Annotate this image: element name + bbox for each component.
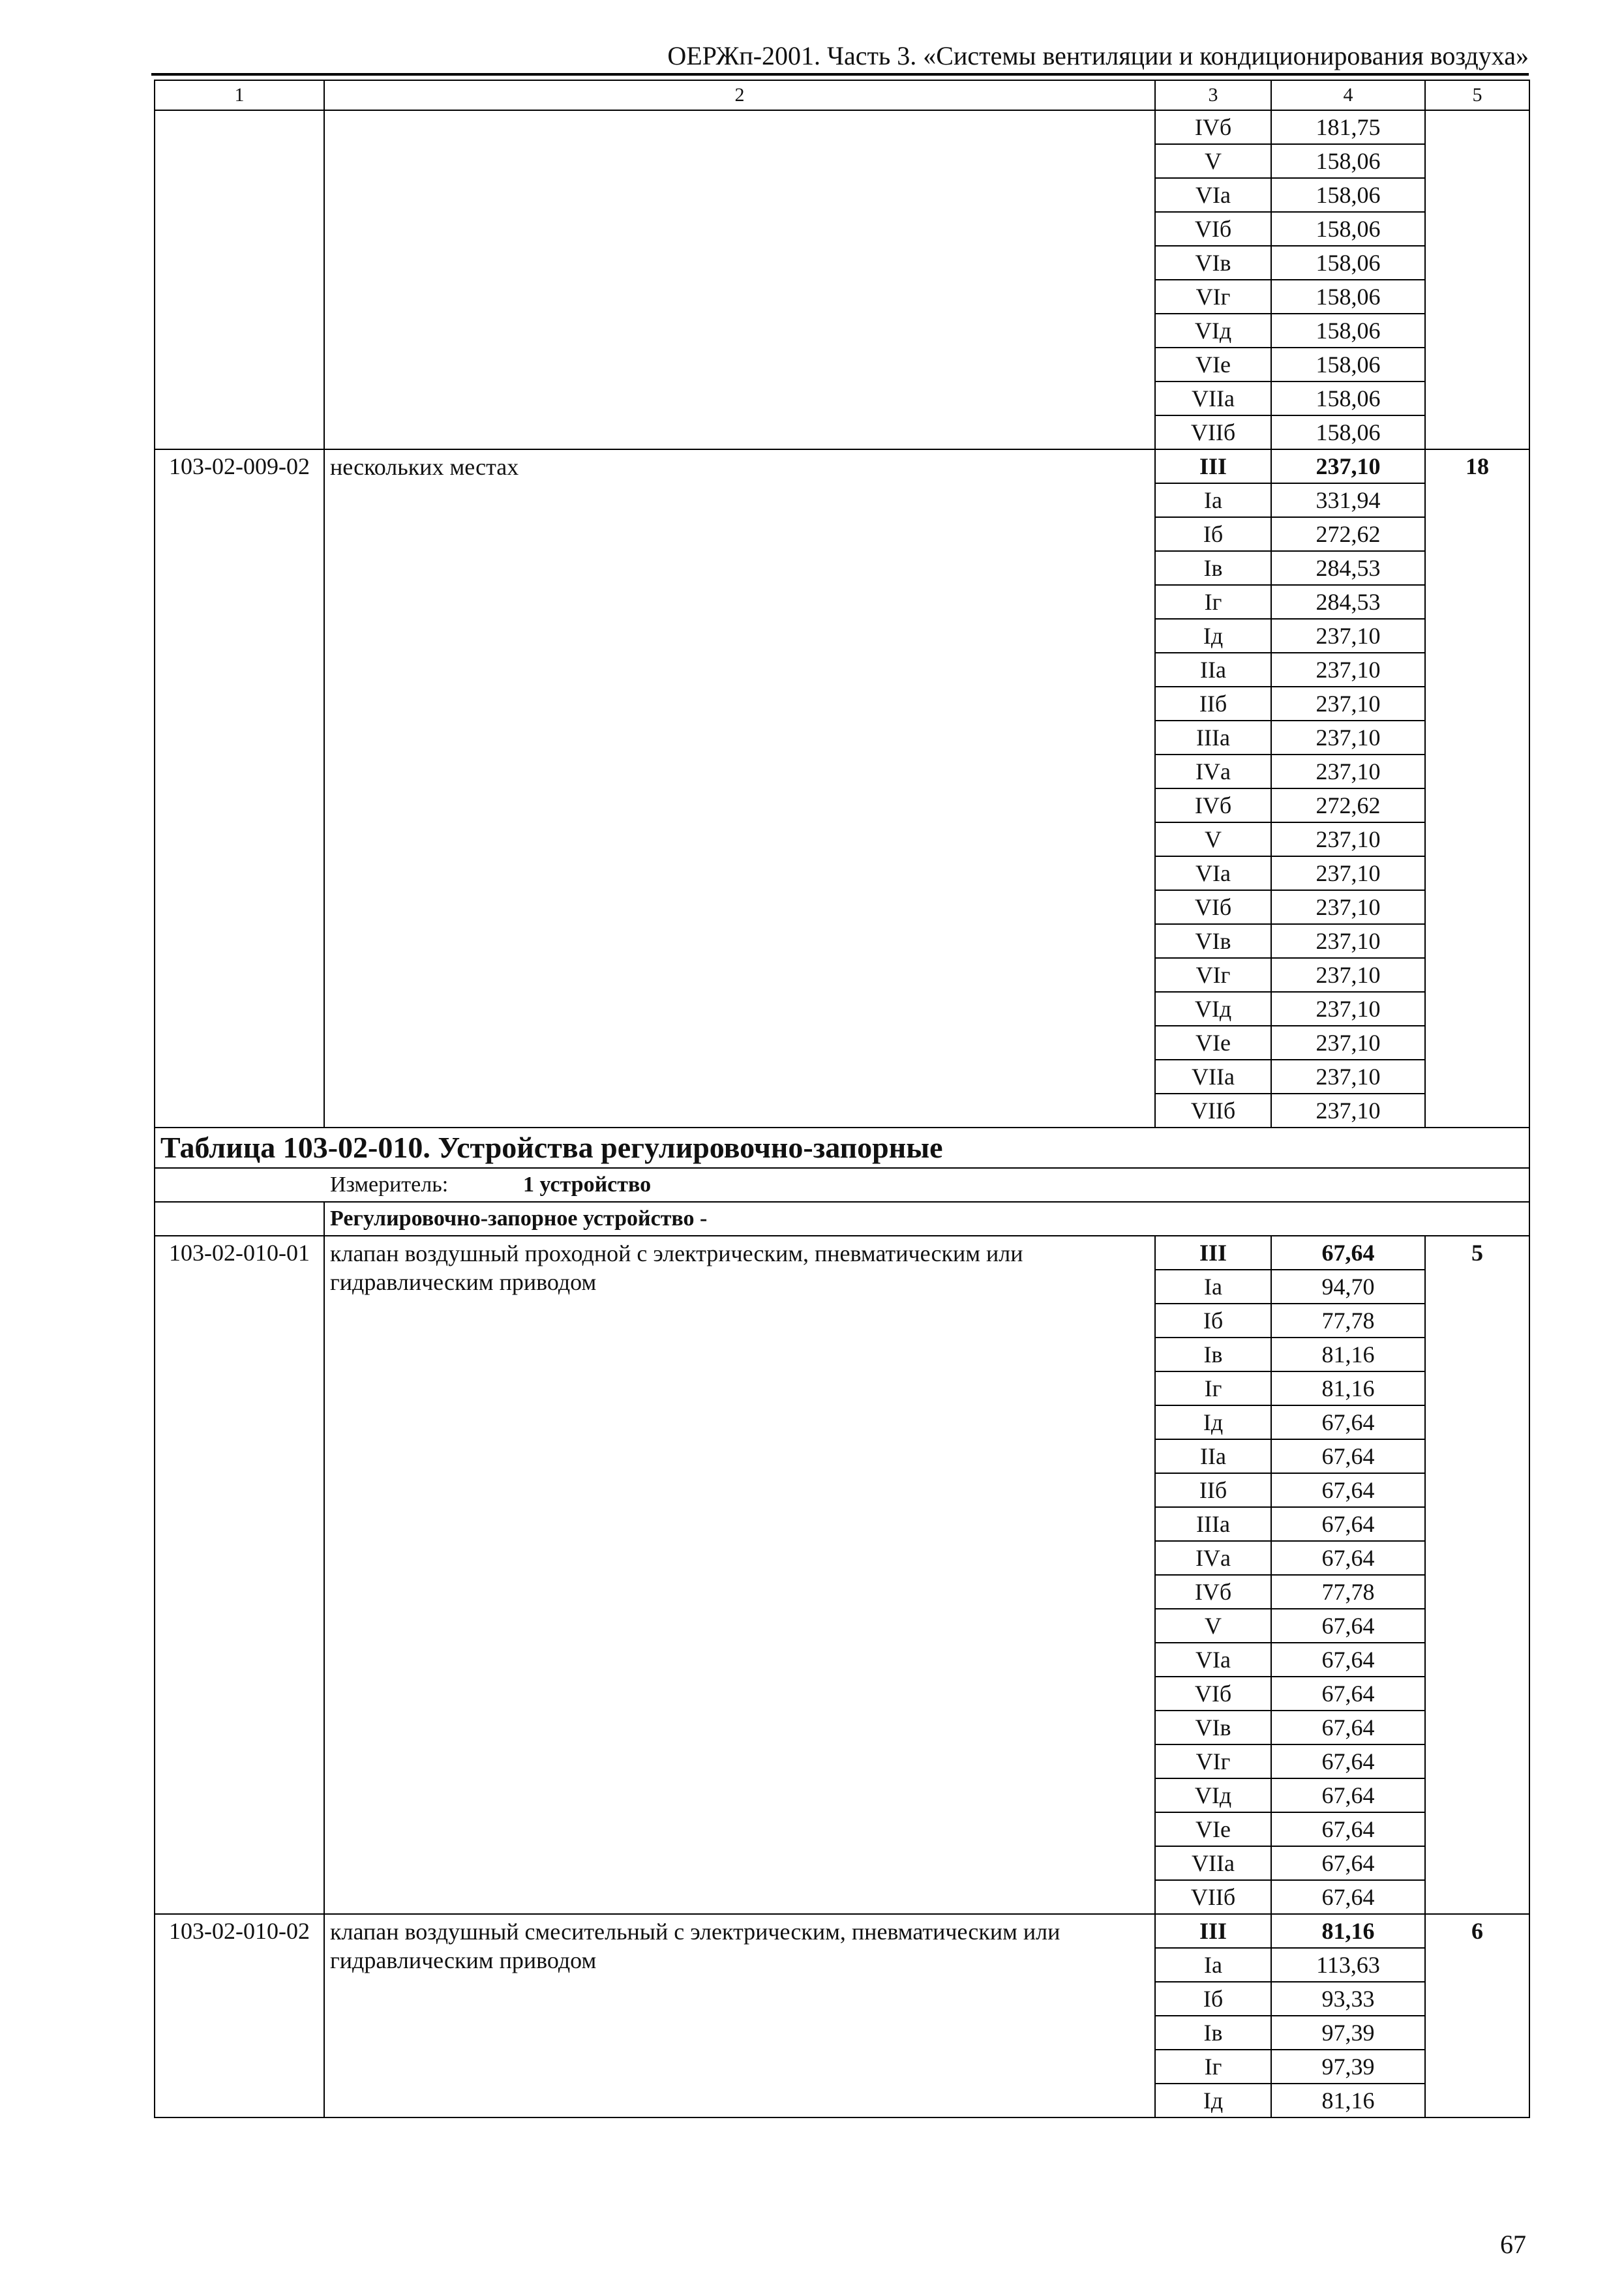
value-cell: 237,10 xyxy=(1271,619,1425,653)
rate-code: 103-02-010-01 xyxy=(155,1236,324,1914)
value-cell: 67,64 xyxy=(1271,1846,1425,1880)
zone-cell: IIа xyxy=(1155,1439,1271,1473)
zone-cell: Iа xyxy=(1155,1948,1271,1982)
zone-cell: VIIб xyxy=(1155,415,1271,449)
zone-cell: IVб xyxy=(1155,1575,1271,1609)
zone-cell: V xyxy=(1155,1609,1271,1643)
zone-cell: VIа xyxy=(1155,1643,1271,1677)
table-title-row xyxy=(155,1128,1529,1168)
value-cell: 97,39 xyxy=(1271,2050,1425,2084)
table-title: Таблица 103-02-010. Устройства регулировочно-запорные xyxy=(155,1128,1529,1168)
value-cell: 67,64 xyxy=(1271,1236,1425,1270)
value-cell: 237,10 xyxy=(1271,992,1425,1026)
value-cell: 67,64 xyxy=(1271,1643,1425,1677)
zone-cell: VIд xyxy=(1155,1778,1271,1812)
zone-cell: V xyxy=(1155,822,1271,856)
rate-row xyxy=(155,1914,1529,1948)
value-cell: 67,64 xyxy=(1271,1677,1425,1711)
zone-cell: VIIа xyxy=(1155,1846,1271,1880)
zone-cell: III xyxy=(1155,1914,1271,1948)
zone-cell: VIIа xyxy=(1155,382,1271,415)
value-cell: 181,75 xyxy=(1271,110,1425,144)
zone-cell: VIг xyxy=(1155,280,1271,314)
page-number: 67 xyxy=(1500,2230,1526,2259)
subheader-row xyxy=(155,1202,1529,1236)
zone-cell: VIд xyxy=(1155,992,1271,1026)
zone-cell: Iв xyxy=(1155,1338,1271,1371)
rate-code xyxy=(155,110,324,449)
value-cell: 67,64 xyxy=(1271,1778,1425,1812)
value-cell: 81,16 xyxy=(1271,1914,1425,1948)
value-cell: 237,10 xyxy=(1271,1094,1425,1128)
zone-cell: Iг xyxy=(1155,585,1271,619)
zone-cell: Iб xyxy=(1155,1982,1271,2016)
value-cell: 113,63 xyxy=(1271,1948,1425,1982)
zone-cell: VIб xyxy=(1155,1677,1271,1711)
zone-cell: Iд xyxy=(1155,1405,1271,1439)
zone-cell: VIв xyxy=(1155,1711,1271,1744)
rate-code: 103-02-010-02 xyxy=(155,1914,324,2117)
value-cell: 158,06 xyxy=(1271,178,1425,212)
zone-cell: VIе xyxy=(1155,1812,1271,1846)
value-cell: 237,10 xyxy=(1271,653,1425,687)
zone-cell: VIг xyxy=(1155,1744,1271,1778)
zone-cell: IIа xyxy=(1155,653,1271,687)
rate-row xyxy=(155,110,1529,144)
rates-table xyxy=(154,80,1530,2118)
value-cell: 93,33 xyxy=(1271,1982,1425,2016)
zone-cell: IIб xyxy=(1155,1473,1271,1507)
zone-cell: VIд xyxy=(1155,314,1271,348)
value-cell: 77,78 xyxy=(1271,1575,1425,1609)
value-cell: 67,64 xyxy=(1271,1711,1425,1744)
column-number: 1 xyxy=(155,80,324,110)
zone-cell: VIе xyxy=(1155,1026,1271,1060)
value-cell: 237,10 xyxy=(1271,890,1425,924)
subheader: Регулировочно-запорное устройство - xyxy=(324,1202,1529,1236)
value-cell: 237,10 xyxy=(1271,822,1425,856)
zone-cell: IIIа xyxy=(1155,721,1271,755)
zone-cell: III xyxy=(1155,1236,1271,1270)
rate-description: клапан воздушный проходной с электрическим, пневматическим или гидравлическим приводом xyxy=(324,1236,1155,1914)
header-rule xyxy=(151,73,1529,76)
zone-cell: VIа xyxy=(1155,856,1271,890)
zone-cell: IIIа xyxy=(1155,1507,1271,1541)
rate-description: нескольких местах xyxy=(324,449,1155,1128)
zone-cell: VIе xyxy=(1155,348,1271,382)
value-cell: 67,64 xyxy=(1271,1609,1425,1643)
column-number: 2 xyxy=(324,80,1155,110)
value-cell: 67,64 xyxy=(1271,1541,1425,1575)
zone-cell: VIг xyxy=(1155,958,1271,992)
zone-cell: VIIб xyxy=(1155,1094,1271,1128)
zone-cell: Iг xyxy=(1155,1371,1271,1405)
zone-cell: VIб xyxy=(1155,890,1271,924)
value-cell: 237,10 xyxy=(1271,1060,1425,1094)
zone-cell: Iа xyxy=(1155,1270,1271,1304)
rate-row xyxy=(155,449,1529,483)
value-cell: 158,06 xyxy=(1271,280,1425,314)
zone-cell: VIIа xyxy=(1155,1060,1271,1094)
zone-cell: Iд xyxy=(1155,2084,1271,2117)
zone-cell: VIIб xyxy=(1155,1880,1271,1914)
value-cell: 158,06 xyxy=(1271,382,1425,415)
category-cell: 5 xyxy=(1425,1236,1529,1914)
value-cell: 77,78 xyxy=(1271,1304,1425,1338)
value-cell: 272,62 xyxy=(1271,788,1425,822)
value-cell: 237,10 xyxy=(1271,1026,1425,1060)
value-cell: 67,64 xyxy=(1271,1880,1425,1914)
zone-cell: IVа xyxy=(1155,1541,1271,1575)
zone-cell: Iв xyxy=(1155,2016,1271,2050)
meter-row xyxy=(155,1168,1529,1202)
zone-cell: VIв xyxy=(1155,924,1271,958)
value-cell: 158,06 xyxy=(1271,348,1425,382)
zone-cell: Iб xyxy=(1155,517,1271,551)
category-cell: 18 xyxy=(1425,449,1529,1128)
value-cell: 81,16 xyxy=(1271,1338,1425,1371)
value-cell: 67,64 xyxy=(1271,1473,1425,1507)
zone-cell: IVа xyxy=(1155,755,1271,788)
value-cell: 158,06 xyxy=(1271,212,1425,246)
value-cell: 158,06 xyxy=(1271,314,1425,348)
rate-code: 103-02-009-02 xyxy=(155,449,324,1128)
value-cell: 94,70 xyxy=(1271,1270,1425,1304)
rate-row xyxy=(155,1236,1529,1270)
rate-description: клапан воздушный смесительный с электрическим, пневматическим или гидравлическим приводом xyxy=(324,1914,1155,2117)
rate-description xyxy=(324,110,1155,449)
value-cell: 237,10 xyxy=(1271,721,1425,755)
value-cell: 81,16 xyxy=(1271,1371,1425,1405)
value-cell: 97,39 xyxy=(1271,2016,1425,2050)
zone-cell: VIв xyxy=(1155,246,1271,280)
value-cell: 67,64 xyxy=(1271,1405,1425,1439)
value-cell: 67,64 xyxy=(1271,1812,1425,1846)
value-cell: 237,10 xyxy=(1271,958,1425,992)
value-cell: 81,16 xyxy=(1271,2084,1425,2117)
value-cell: 284,53 xyxy=(1271,551,1425,585)
value-cell: 331,94 xyxy=(1271,483,1425,517)
zone-cell: V xyxy=(1155,144,1271,178)
zone-cell: Iв xyxy=(1155,551,1271,585)
value-cell: 67,64 xyxy=(1271,1744,1425,1778)
value-cell: 284,53 xyxy=(1271,585,1425,619)
zone-cell: Iб xyxy=(1155,1304,1271,1338)
column-number: 5 xyxy=(1425,80,1529,110)
value-cell: 237,10 xyxy=(1271,449,1425,483)
zone-cell: IVб xyxy=(1155,788,1271,822)
value-cell: 158,06 xyxy=(1271,144,1425,178)
zone-cell: Iд xyxy=(1155,619,1271,653)
value-cell: 237,10 xyxy=(1271,924,1425,958)
zone-cell: III xyxy=(1155,449,1271,483)
category-cell: 6 xyxy=(1425,1914,1529,2117)
value-cell: 67,64 xyxy=(1271,1507,1425,1541)
meter-unit: 1 устройство xyxy=(523,1173,652,1197)
meter-cell xyxy=(155,1168,1529,1202)
category-cell xyxy=(1425,110,1529,449)
value-cell: 67,64 xyxy=(1271,1439,1425,1473)
zone-cell: Iг xyxy=(1155,2050,1271,2084)
value-cell: 158,06 xyxy=(1271,246,1425,280)
rates-table-body xyxy=(155,80,1529,2117)
zone-cell: IVб xyxy=(1155,110,1271,144)
value-cell: 237,10 xyxy=(1271,687,1425,721)
column-number: 4 xyxy=(1271,80,1425,110)
value-cell: 237,10 xyxy=(1271,755,1425,788)
subheader-spacer xyxy=(155,1202,324,1236)
zone-cell: IIб xyxy=(1155,687,1271,721)
page-header: ОЕРЖп-2001. Часть 3. «Системы вентиляции и кондиционирования воздуха» xyxy=(667,41,1529,70)
value-cell: 237,10 xyxy=(1271,856,1425,890)
zone-cell: VIб xyxy=(1155,212,1271,246)
column-numbers-row xyxy=(155,80,1529,110)
value-cell: 158,06 xyxy=(1271,415,1425,449)
value-cell: 272,62 xyxy=(1271,517,1425,551)
column-number: 3 xyxy=(1155,80,1271,110)
zone-cell: VIа xyxy=(1155,178,1271,212)
meter-label: Измеритель: xyxy=(330,1173,449,1197)
zone-cell: Iа xyxy=(1155,483,1271,517)
